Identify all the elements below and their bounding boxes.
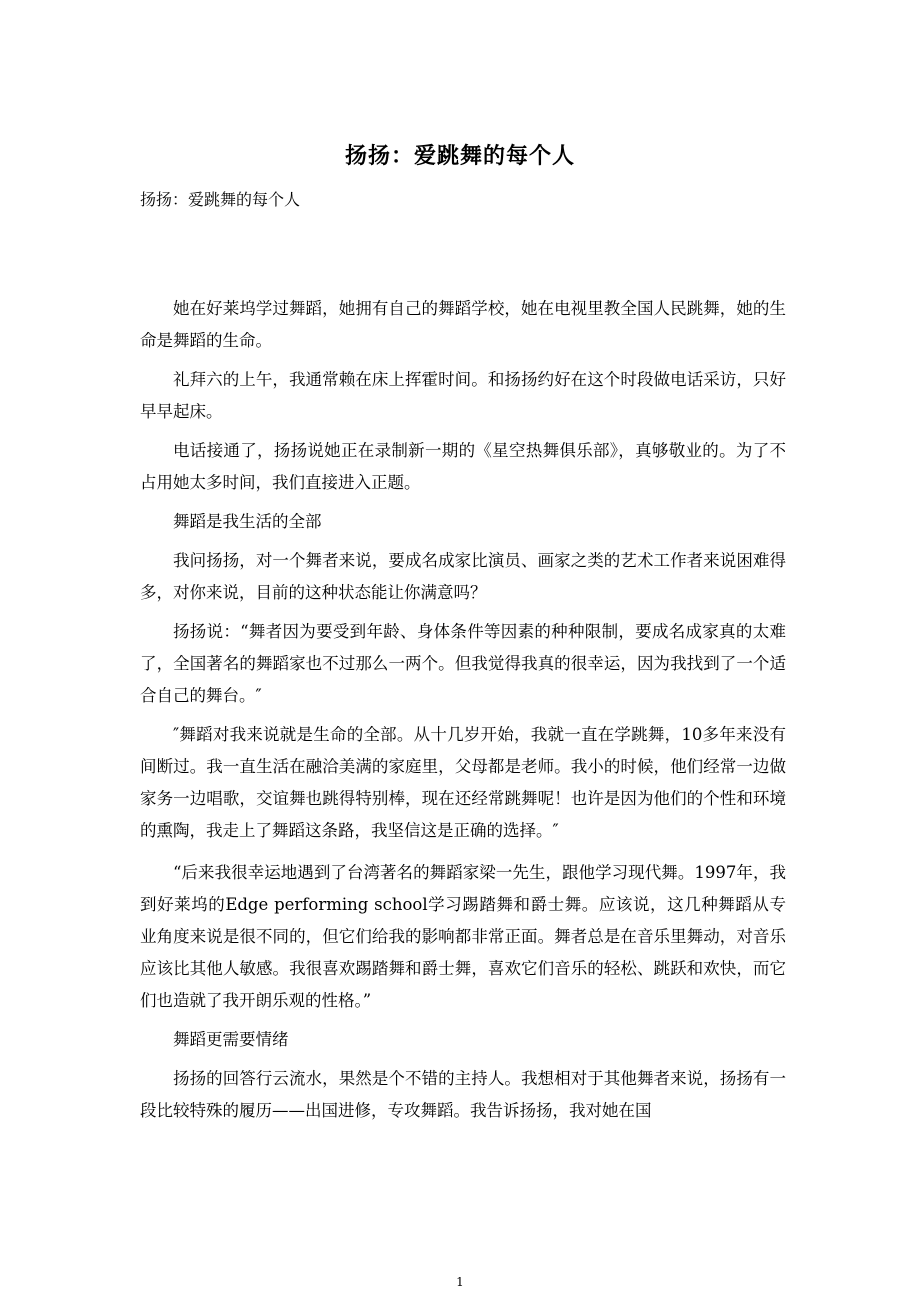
document-subtitle: 扬扬：爱跳舞的每个人 bbox=[140, 190, 301, 209]
paragraph: 我问扬扬，对一个舞者来说，要成名成家比演员、画家之类的艺术工作者来说困难得多，对你来说，目前的这种状态能让你满意吗？ bbox=[140, 551, 786, 602]
section-heading: 舞蹈是我生活的全部 bbox=[173, 512, 322, 531]
paragraph: 她在好莱坞学过舞蹈，她拥有自己的舞蹈学校，她在电视里教全国人民跳舞，她的生命是舞蹈的生命。 bbox=[140, 299, 786, 350]
paragraph: 扬扬的回答行云流水，果然是个不错的主持人。我想相对于其他舞者来说，扬扬有一段比较特殊的履历——出国进修，专攻舞蹈。我告诉扬扬，我对她在国 bbox=[140, 1069, 786, 1120]
article-body bbox=[140, 293, 786, 1134]
document-title: 扬扬：爱跳舞的每个人 bbox=[344, 143, 575, 169]
paragraph: “后来我很幸运地遇到了台湾著名的舞蹈家梁一先生，跟他学习现代舞。1997年，我到好莱坞的Edge performing school学习踢踏舞和爵士舞。应该说，这几种舞蹈从专业角度来说是很不同的，但它们给我的影响都非常正面。舞者总是在音乐里舞动，对音乐应该比其他人敏感。我很喜欢踢踏舞和爵士舞，喜欢它们音乐的轻松、跳跃和欢快，而它们也造就了我开朗乐观的性格。” bbox=[140, 863, 786, 1010]
section-heading: 舞蹈更需要情绪 bbox=[173, 1030, 289, 1049]
paragraph: 扬扬说：“舞者因为要受到年龄、身体条件等因素的种种限制，要成名成家真的太难了，全国著名的舞蹈家也不过那么一两个。但我觉得我真的很幸运，因为我找到了一个适合自己的舞台。″ bbox=[140, 622, 786, 705]
paragraph: ″舞蹈对我来说就是生命的全部。从十几岁开始，我就一直在学跳舞，10多年来没有间断过。我一直生活在融洽美满的家庭里，父母都是老师。我小的时候，他们经常一边做家务一边唱歌，交谊舞也跳得特别棒，现在还经常跳舞呢！也许是因为他们的个性和环境的熏陶，我走上了舞蹈这条路，我坚信这是正确的选择。″ bbox=[140, 725, 786, 840]
paragraph: 礼拜六的上午，我通常赖在床上挥霍时间。和扬扬约好在这个时段做电话采访，只好早早起床。 bbox=[140, 370, 786, 421]
page-number: 1 bbox=[456, 1275, 464, 1289]
paragraph: 电话接通了，扬扬说她正在录制新一期的《星空热舞俱乐部》，真够敬业的。为了不占用她太多时间，我们直接进入正题。 bbox=[140, 441, 786, 492]
